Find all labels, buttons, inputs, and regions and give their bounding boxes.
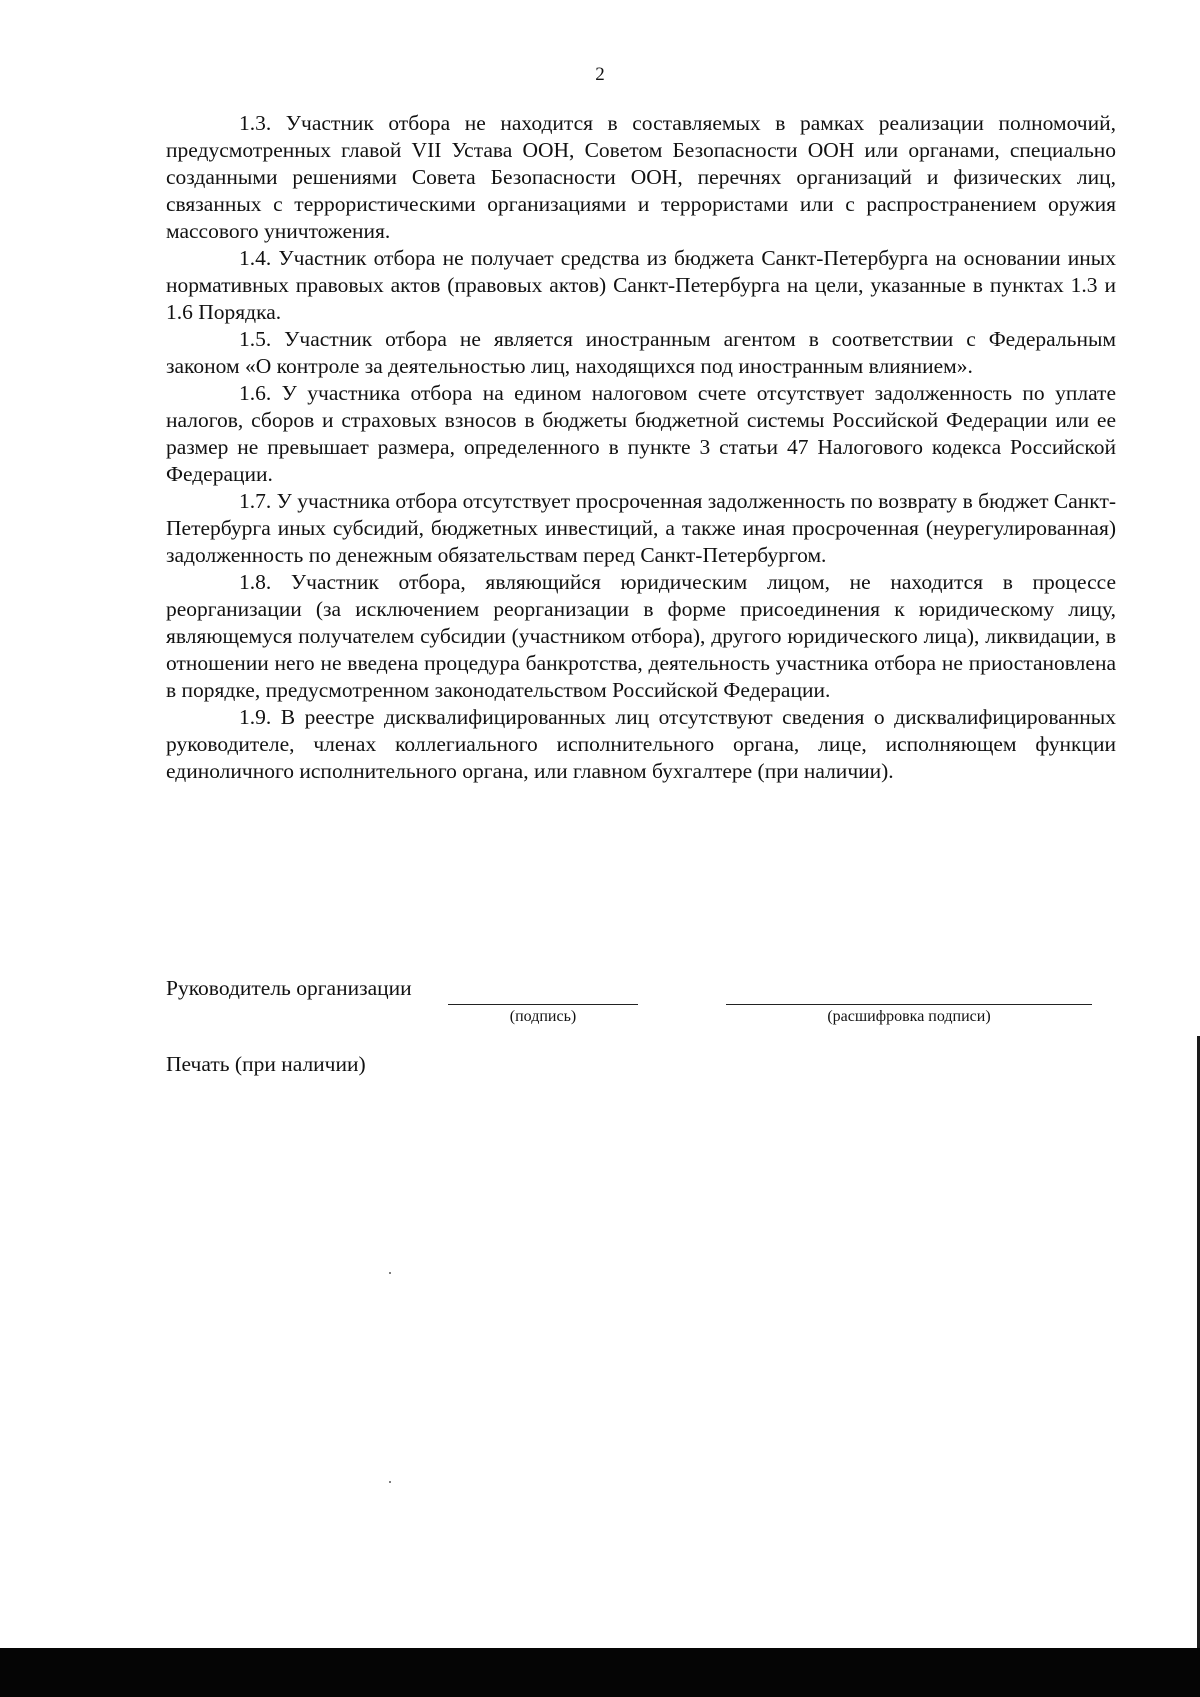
paragraph-1-3: 1.3. Участник отбора не находится в составляемых в рамках реализации полномочий, предусмотренных главой VII Устава ООН, Советом Безопасности ООН или органами, специально созданными решениями Совета Безопасности ООН, перечнях организаций и физических лиц, связанных с террористическими организациями и террористами или с распространением оружия массового уничтожения. [166,111,1116,243]
scan-speck [389,1481,391,1483]
signature-decoding-line [726,1004,1092,1005]
signature-decoding-caption: (расшифровка подписи) [827,1008,991,1025]
signature-block [166,976,1126,1036]
scan-bottom-border [0,1648,1200,1697]
signature-line [448,1004,638,1005]
document-body [166,110,1116,785]
signature-caption: (подпись) [509,1008,577,1025]
paragraph-1-4: 1.4. Участник отбора не получает средства из бюджета Санкт-Петербурга на основании иных нормативных правовых актов (правовых актов) Санкт-Петербурга на цели, указанные в пунктах 1.3 и 1.6 Порядка. [166,246,1116,324]
paragraph-1-7: 1.7. У участника отбора отсутствует просроченная задолженность по возврату в бюджет Санкт-Петербурга иных субсидий, бюджетных инвестиций, а также иная просроченная (неурегулированная) задолженность по денежным обязательствам перед Санкт-Петербургом. [166,489,1116,567]
scan-speck [389,1272,391,1274]
signature-label: Руководитель организации [166,976,412,1000]
paragraph-1-8: 1.8. Участник отбора, являющийся юридическим лицом, не находится в процессе реорганизации (за исключением реорганизации в форме присоединения к юридическому лицу, являющемуся получателем субсидии (участником отбора), другого юридического лица), ликвидации, в отношении него не введена процедура банкротства, деятельность участника отбора не приостановлена в порядке, предусмотренном законодательством Российской Федерации. [166,570,1116,702]
stamp-note: Печать (при наличии) [166,1052,366,1076]
paragraph-1-6: 1.6. У участника отбора на едином налоговом счете отсутствует задолженность по уплате налогов, сборов и страховых взносов в бюджеты бюджетной системы Российской Федерации или ее размер не превышает размера, определенного в пункте 3 статьи 47 Налогового кодекса Российской Федерации. [166,381,1116,486]
page-number: 2 [595,64,605,85]
paragraph-1-5: 1.5. Участник отбора не является иностранным агентом в соответствии с Федеральным законом «О контроле за деятельностью лиц, находящихся под иностранным влиянием». [166,327,1116,378]
paragraph-1-9: 1.9. В реестре дисквалифицированных лиц отсутствуют сведения о дисквалифицированных руководителе, членах коллегиального исполнительного органа, лице, исполняющем функции единоличного исполнительного органа, или главном бухгалтере (при наличии). [166,705,1116,783]
